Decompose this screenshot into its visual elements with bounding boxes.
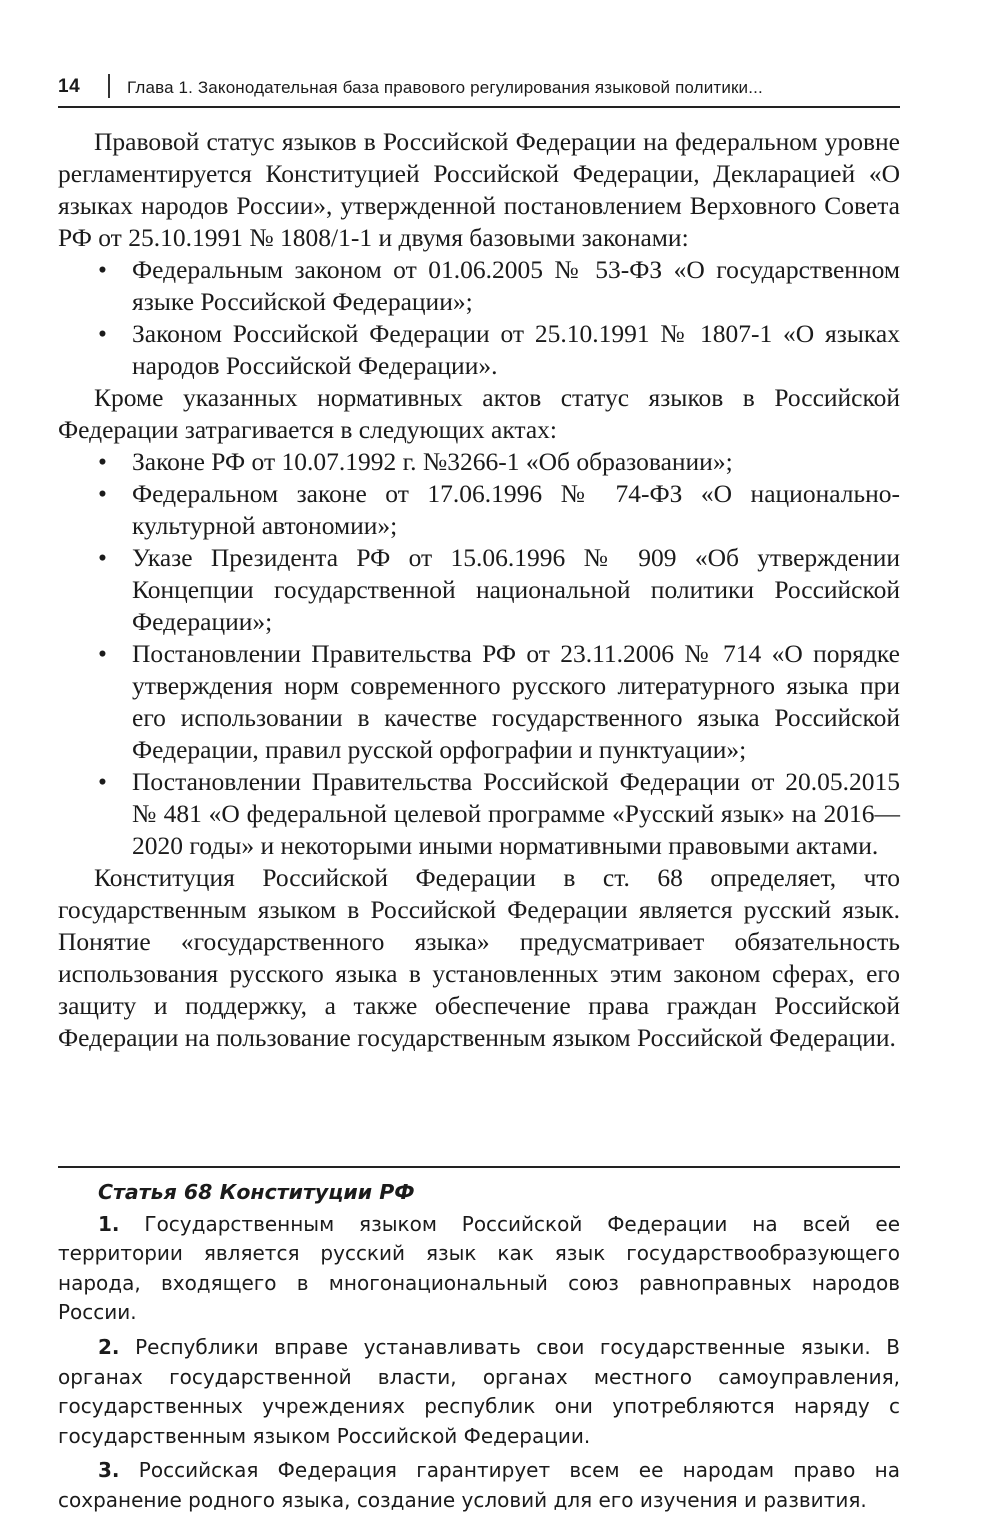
clause-number: 1. <box>98 1211 120 1236</box>
bullet-icon: • <box>98 447 107 476</box>
main-text <box>58 126 900 1054</box>
list-item: • Постановлении Правительства РФ от 23.11.2006 № 714 «О порядке утверждения норм современного русского литературного языка при его использовании в качестве государственного языка Российской Федерации, правил русской орфографии и пунктуации»; <box>98 639 900 764</box>
list-item: • Указе Президента РФ от 15.06.1996 № 909 «Об утверждении Концепции государственной национальной политики Российской Федерации»; <box>98 543 900 636</box>
list-item: • Законе РФ от 10.07.1992 г. №3266-1 «Об образовании»; <box>98 447 733 476</box>
list-item: • Постановлении Правительства Российской Федерации от 20.05.2015 № 481 «О федеральной целевой программе «Русский язык» на 2016—2020 годы» и некоторыми иными нормативными правовыми актами. <box>98 767 900 860</box>
bullet-icon: • <box>98 319 107 348</box>
list-item: • Федеральным законом от 01.06.2005 № 53-ФЗ «О государственном языке Российской Федерации»; <box>98 255 900 316</box>
bullet-icon: • <box>98 255 107 284</box>
running-header <box>58 72 900 108</box>
list-item: • Федеральном законе от 17.06.1996 № 74-ФЗ «О национально-культурной автономии»; <box>98 479 900 540</box>
base-laws-list <box>58 254 900 382</box>
section-divider <box>58 1166 900 1168</box>
clause-number: 2. <box>98 1334 120 1359</box>
page-number: 14 <box>58 76 81 97</box>
article-clause: 3. Российская Федерация гарантирует всем ее народам право на сохранение родного языка, создание условий для его изучения и развития. <box>58 1458 900 1512</box>
article-title: Статья 68 Конституции РФ <box>98 1180 415 1204</box>
paragraph-intro: Правовой статус языков в Российской Федерации на федеральном уровне регламентируется Конституцией Российской Федерации, Декларацией «О языках народов России», утвержденной постановлением Верховного Совета РФ от 25.10.1991 № 1808/1-1 и двумя базовыми законами: <box>58 127 900 252</box>
list-item: • Законом Российской Федерации от 25.10.1991 № 1807-1 «О языках народов Российской Федерации». <box>98 319 900 380</box>
header-separator <box>108 74 110 98</box>
paragraph-other-acts: Кроме указанных нормативных актов статус языков в Российской Федерации затрагивается в следующих актах: <box>58 383 900 444</box>
bullet-icon: • <box>98 543 107 572</box>
bullet-icon: • <box>98 479 107 508</box>
article-clause: 1. Государственным языком Российской Федерации на всей ее территории является русский язык как язык государствообразующего народа, входящего в многонациональный союз равноправных народов России. <box>58 1211 900 1325</box>
bullet-icon: • <box>98 767 107 796</box>
bullet-icon: • <box>98 639 107 668</box>
paragraph-constitution: Конституция Российской Федерации в ст. 68 определяет, что государственным языком в Российской Федерации является русский язык. Понятие «государственного языка» предусматривает обязательность использования русского языка в установленных этим законом сферах, его защиту и поддержку, а также обеспечение права граждан Российской Федерации на пользование государственным языком Российской Федерации. <box>58 863 900 1052</box>
clause-number: 3. <box>98 1458 120 1483</box>
article-box <box>58 1178 900 1521</box>
other-acts-list <box>58 446 900 862</box>
chapter-title: Глава 1. Законодательная база правового регулирования языковой политики... <box>127 78 763 97</box>
article-clause: 2. Республики вправе устанавливать свои государственные языки. В органах государственной власти, органах местного самоуправления, государственных учреждениях республик они употребляются наряду с государственным языком Российской Федерации. <box>58 1334 901 1448</box>
